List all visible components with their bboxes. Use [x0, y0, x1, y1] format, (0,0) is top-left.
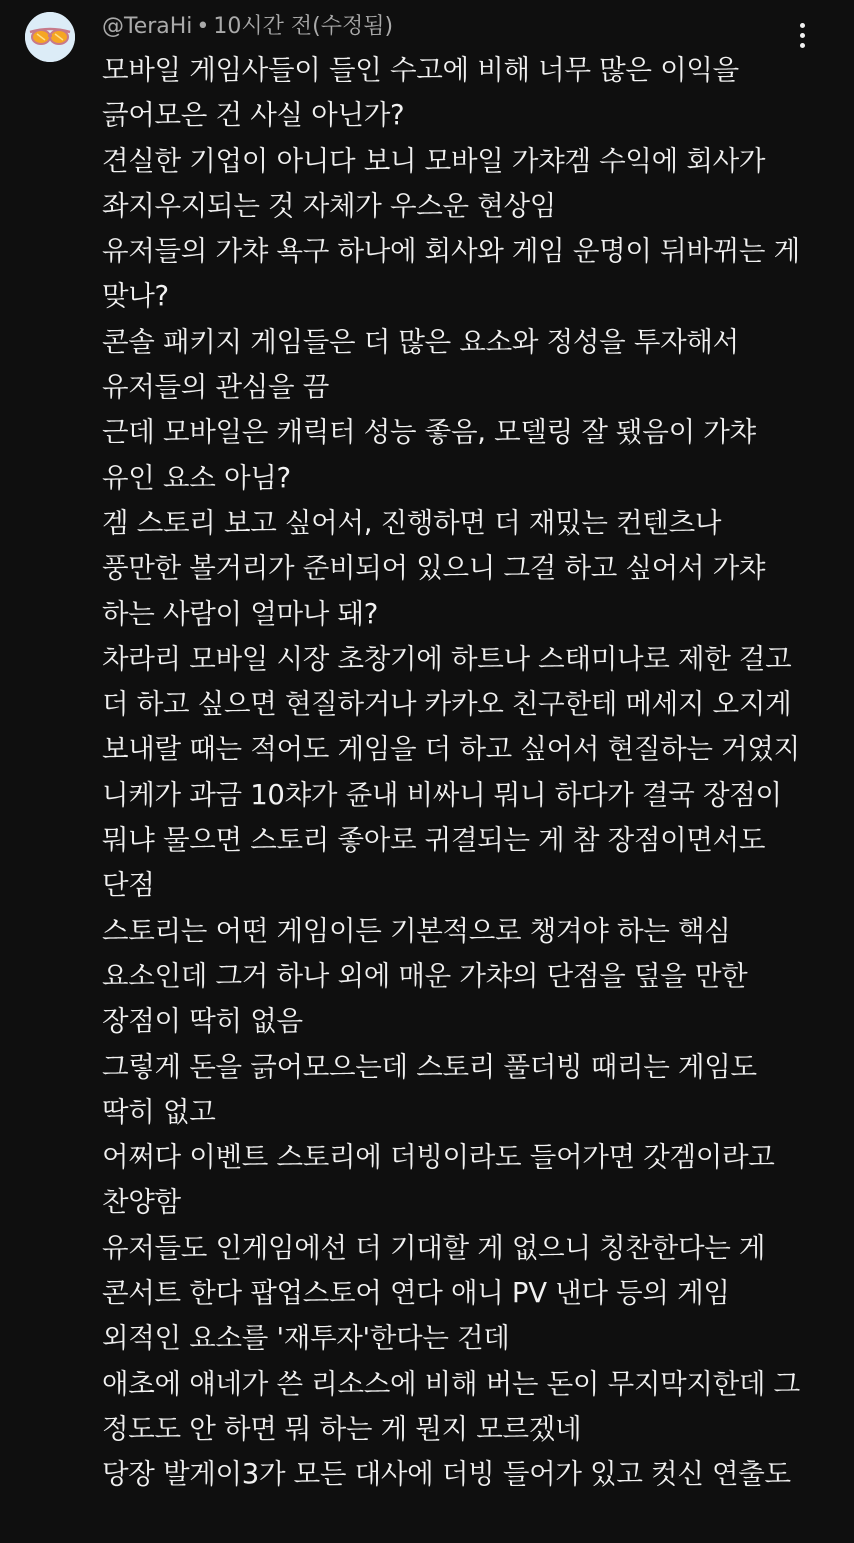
avatar[interactable]	[25, 12, 75, 62]
comment-line: 애초에 얘네가 쓴 리소스에 비해 버는 돈이 무지막지한데 그	[102, 1367, 800, 1400]
comment-header	[102, 10, 393, 44]
comment-line: 좌지우지되는 것 자체가 우스운 현상임	[102, 189, 557, 222]
comment-text	[102, 48, 822, 1498]
comment-line: 어쩌다 이벤트 스토리에 더빙이라도 들어가면 갓겜이라고	[102, 1141, 775, 1174]
comment-line: 딱히 없고	[102, 1095, 216, 1128]
comment-line: 그렇게 돈을 긁어모으는데 스토리 풀더빙 때리는 게임도	[102, 1050, 757, 1083]
comment-line: 근데 모바일은 캐릭터 성능 좋음, 모델링 잘 됐음이 가챠	[102, 416, 756, 449]
comment-line: 긁어모은 건 사실 아닌가?	[102, 99, 405, 132]
comment-line: 보내랄 때는 적어도 게임을 더 하고 싶어서 현질하는 거였지	[102, 733, 800, 766]
comment-line: 요소인데 그거 하나 외에 매운 가챠의 단점을 덮을 만한	[102, 959, 748, 992]
meta-separator: •	[196, 14, 210, 39]
comment-line: 정도도 안 하면 뭐 하는 게 뭔지 모르겠네	[102, 1412, 582, 1445]
comment-line: 더 하고 싶으면 현질하거나 카카오 친구한테 메세지 오지게	[102, 688, 792, 721]
comment-line: 하는 사람이 얼마나 돼?	[102, 597, 379, 630]
sunglasses-icon	[25, 12, 75, 62]
comment-line: 단점	[102, 869, 155, 902]
comment-line: 겜 스토리 보고 싶어서, 진행하면 더 재밌는 컨텐츠나	[102, 506, 722, 539]
comment-line: 차라리 모바일 시장 초창기에 하트나 스태미나로 제한 걸고	[102, 642, 792, 675]
comment-line: 유저들의 가챠 욕구 하나에 회사와 게임 운명이 뒤바뀌는 게	[102, 235, 800, 268]
comment-line: 장점이 딱히 없음	[102, 1005, 303, 1038]
comment-line: 콘서트 한다 팝업스토어 연다 애니 PV 낸다 등의 게임	[102, 1277, 730, 1310]
comment-time[interactable]: 10시간 전(수정됨)	[213, 14, 394, 39]
comment-line: 찬양함	[102, 1186, 181, 1219]
comment-line: 유저들도 인게임에선 더 기대할 게 없으니 칭찬한다는 게	[102, 1231, 766, 1264]
comment-line: 당장 발게이3가 모든 대사에 더빙 들어가 있고 컷신 연출도	[102, 1458, 791, 1491]
author-name[interactable]: @TeraHi	[102, 14, 193, 39]
comment-line: 견실한 기업이 아니다 보니 모바일 가챠겜 수익에 회사가	[102, 144, 766, 177]
comment-line: 모바일 게임사들이 들인 수고에 비해 너무 많은 이익을	[102, 54, 739, 86]
comment-line: 콘솔 패키지 게임들은 더 많은 요소와 정성을 투자해서	[102, 325, 739, 358]
comment-line: 뭐냐 물으면 스토리 좋아로 귀결되는 게 참 장점이면서도	[102, 824, 766, 857]
comment-line: 외적인 요소를 '재투자'한다는 건데	[102, 1322, 510, 1355]
comment-line: 유저들의 관심을 끔	[102, 371, 330, 404]
comment-line: 맞나?	[102, 280, 169, 313]
comment-line: 니케가 과금 10챠가 쥰내 비싸니 뭐니 하다가 결국 장점이	[102, 778, 782, 811]
comment-line: 풍만한 볼거리가 준비되어 있으니 그걸 하고 싶어서 가챠	[102, 552, 766, 585]
comment-line: 스토리는 어떤 게임이든 기본적으로 챙겨야 하는 핵심	[102, 914, 731, 947]
comment-line: 유인 요소 아님?	[102, 461, 291, 494]
